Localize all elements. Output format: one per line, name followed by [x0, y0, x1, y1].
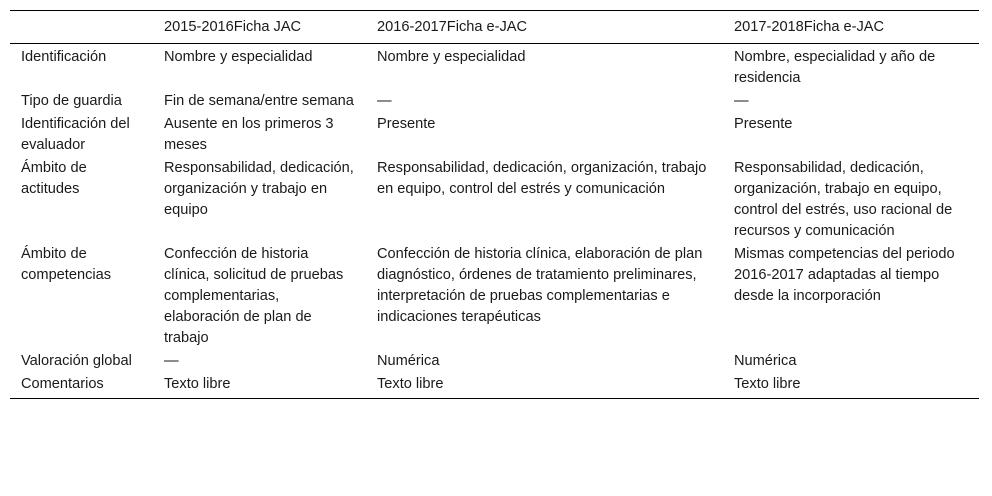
- table-cell: Responsabilidad, dedicación, organización y trabajo en equipo: [164, 160, 354, 218]
- table-cell: Presente: [377, 116, 436, 132]
- row-label: Identificación: [21, 49, 107, 65]
- table-cell: —: [377, 93, 392, 109]
- table-cell: Responsabilidad, dedicación, organización, trabajo en equipo, control del estrés, uso racional de recursos y comunicación: [734, 160, 953, 239]
- table-body: [10, 44, 979, 399]
- table-cell: Nombre y especialidad: [377, 49, 526, 65]
- comparison-table: [10, 10, 979, 399]
- row-label: Tipo de guardia: [21, 93, 122, 109]
- table-cell: Confección de historia clínica, solicitud de pruebas complementarias, elaboración de plan de trabajo: [164, 246, 344, 346]
- header-cell-2017-2018: 2017-2018Ficha e-JAC: [734, 19, 885, 35]
- row-label: Ámbito de competencias: [21, 246, 112, 283]
- table-row-identificacion: [10, 44, 979, 91]
- row-label: Comentarios: [21, 376, 104, 392]
- table-cell: Nombre y especialidad: [164, 49, 313, 65]
- table-row-ambito-actitudes: [10, 157, 979, 243]
- row-label: Identificación del evaluador: [21, 116, 130, 153]
- header-cell-empty: [10, 11, 153, 44]
- table-row-valoracion-global: [10, 350, 979, 373]
- table-cell: Texto libre: [734, 376, 801, 392]
- table-cell: —: [734, 93, 749, 109]
- row-label: Ámbito de actitudes: [21, 160, 87, 197]
- table-cell: —: [164, 353, 179, 369]
- table-header: [10, 11, 979, 44]
- header-cell-2015-2016: 2015-2016Ficha JAC: [164, 19, 302, 35]
- table-cell: Numérica: [377, 353, 440, 369]
- table-cell: Presente: [734, 116, 793, 132]
- table-row-ambito-competencias: [10, 243, 979, 350]
- table-cell: Mismas competencias del periodo 2016-2017 adaptadas al tiempo desde la incorporación: [734, 246, 955, 304]
- table-cell: Ausente en los primeros 3 meses: [164, 116, 334, 153]
- table-cell: Texto libre: [377, 376, 444, 392]
- table-row-tipo-guardia: [10, 90, 979, 113]
- table-cell: Numérica: [734, 353, 797, 369]
- table-cell: Responsabilidad, dedicación, organización, trabajo en equipo, control del estrés y comunicación: [377, 160, 707, 197]
- header-row: [10, 11, 979, 44]
- table-cell: Nombre, especialidad y año de residencia: [734, 49, 936, 86]
- header-cell-2016-2017: 2016-2017Ficha e-JAC: [377, 19, 528, 35]
- table-cell: Fin de semana/entre semana: [164, 93, 354, 109]
- table-cell: Confección de historia clínica, elaboración de plan diagnóstico, órdenes de tratamiento preliminares, interpretación de pruebas complementarias e indicaciones terapéuticas: [377, 246, 703, 325]
- table-row-identificacion-evaluador: [10, 113, 979, 157]
- table-cell: Texto libre: [164, 376, 231, 392]
- row-label: Valoración global: [21, 353, 132, 369]
- table-row-comentarios: [10, 373, 979, 399]
